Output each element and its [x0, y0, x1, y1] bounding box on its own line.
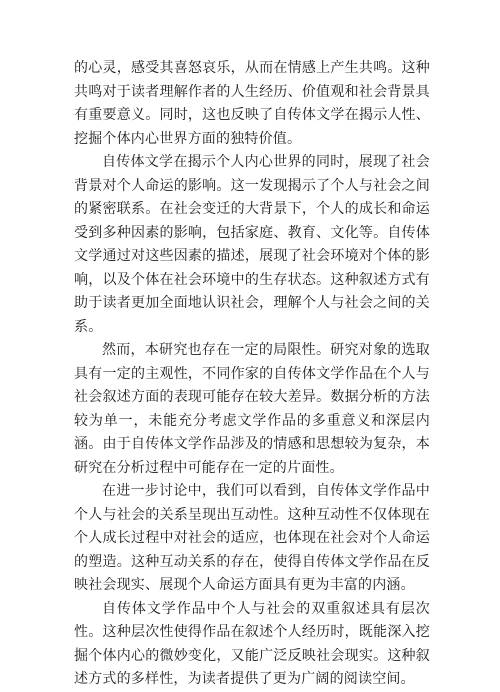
body-text: [74, 57, 430, 692]
paragraph-continuation: 的心灵，感受其喜怒哀乐，从而在情感上产生共鸣。这种共鸣对于读者理解作者的人生经历、价值观和社会背景具有重要意义。同时，这也反映了自传体文学在揭示人性、挖掘个体内心世界方面的独特价值。: [74, 60, 430, 147]
paragraph: 然而，本研究也存在一定的局限性。研究对象的选取具有一定的主观性，不同作家的自传体文学作品在个人与社会叙述方面的表现可能存在较大差异。数据分析的方法较为单一，未能充分考虑文学作品的多重意义和深层内涵。由于自传体文学作品涉及的情感和思想较为复杂，本研究在分析过程中可能存在一定的片面性。: [74, 342, 430, 476]
paragraph: 自传体文学在揭示个人内心世界的同时，展现了社会背景对个人命运的影响。这一发现揭示了个人与社会之间的紧密联系。在社会变迁的大背景下，个人的成长和命运受到多种因素的影响，包括家庭、教育、文化等。自传体文学通过对这些因素的描述，展现了社会环境对个体的影响，以及个体在社会环境中的生存状态。这种叙述方式有助于读者更加全面地认识社会，理解个人与社会之间的关系。: [74, 154, 430, 335]
paragraph: 在进一步讨论中，我们可以看到，自传体文学作品中个人与社会的关系呈现出互动性。这种互动性不仅体现在个人成长过程中对社会的适应，也体现在社会对个人命运的塑造。这种互动关系的存在，使得自传体文学作品在反映社会现实、展现个人命运方面具有更为丰富的内涵。: [74, 483, 430, 593]
paragraph: 自传体文学作品中个人与社会的双重叙述具有层次性。这种层次性使得作品在叙述个人经历时，既能深入挖掘个体内心的微妙变化，又能广泛反映社会现实。这种叙述方式的多样性，为读者提供了更为广阔的阅读空间。: [74, 600, 430, 687]
